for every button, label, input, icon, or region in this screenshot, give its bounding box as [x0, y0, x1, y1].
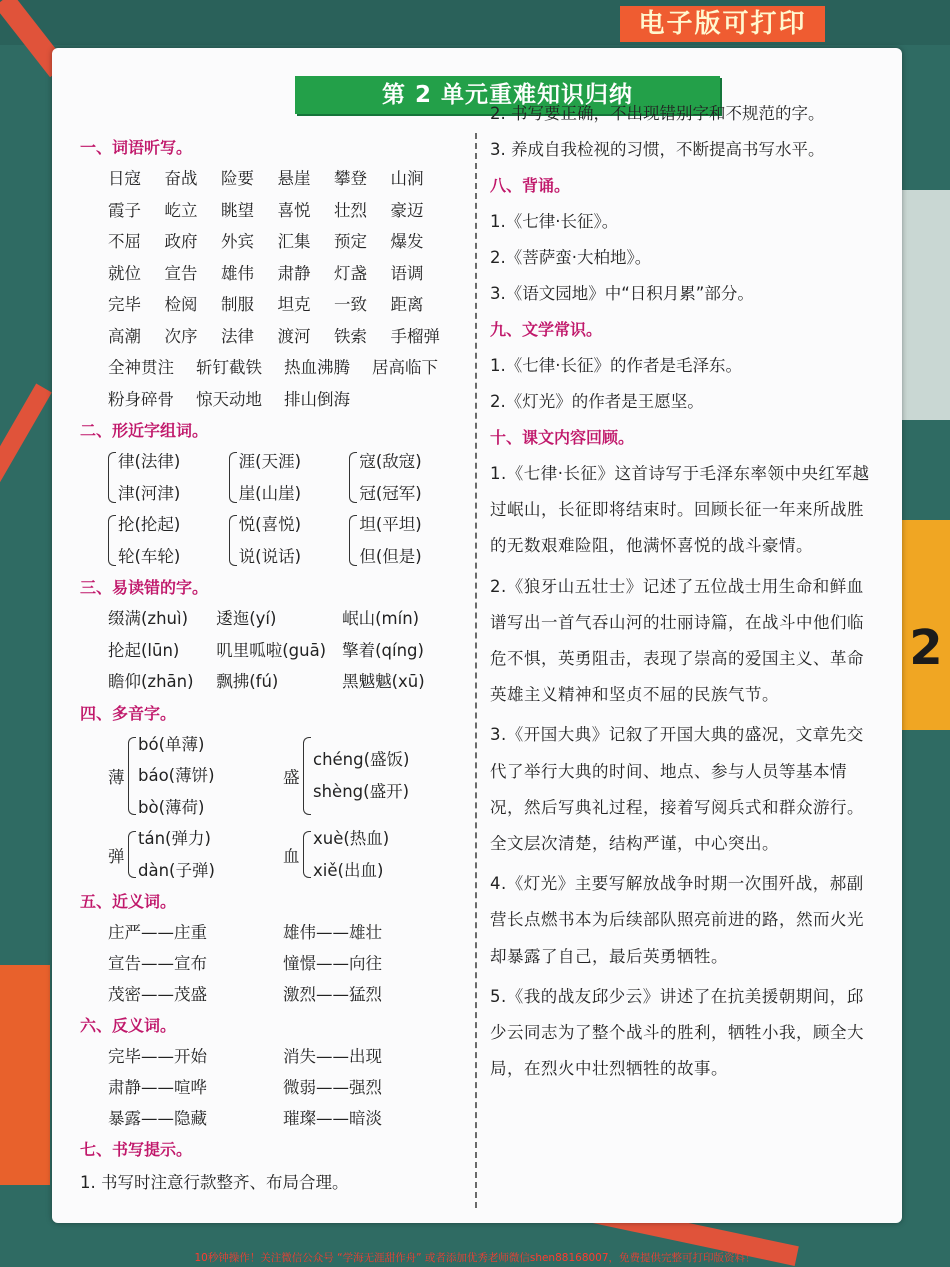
idiom: 全神贯注	[108, 358, 174, 377]
reading: bò(薄荷)	[138, 797, 205, 817]
char-group-lines	[359, 509, 421, 572]
idiom: 居高临下	[372, 358, 438, 377]
pronunciation-item: 抡起(lūn)	[108, 640, 180, 660]
word: 雄伟	[221, 263, 254, 283]
idiom-list	[80, 352, 470, 415]
word: 距离	[390, 295, 424, 314]
polyphone-item	[108, 729, 283, 824]
review-paragraph: 1.《七律·长征》这首诗写于毛泽东率领中央红军越过岷山，长征即将结束时。回顾长征一年来所战胜的无数艰难险阻，他满怀喜悦的战斗豪情。	[490, 464, 870, 556]
synonym-list	[80, 917, 470, 1010]
char-group-lines	[239, 446, 301, 509]
polyphone-item	[283, 823, 458, 886]
review-paragraph: 5.《我的战友邱少云》讲述了在抗美援朝期间，邱少云同志为了整个战斗的胜利，牺牲小我，顾全大局，在烈火中壮烈牺牲的故事。	[490, 986, 864, 1079]
section-title: 八、背诵。	[490, 176, 571, 195]
word-pair: 完毕——开始	[108, 1047, 207, 1066]
review-paragraph: 4.《灯光》主要写解放战争时期一次围歼战，郝副营长点燃书本为后续部队照亮前进的路，然而火光却暴露了自己，最后英勇牺牲。	[490, 874, 864, 966]
pronunciation-item: 飘拂(fú)	[216, 672, 279, 691]
word-pair: 璀璨——暗淡	[283, 1109, 382, 1128]
char-word: 轮(车轮)	[118, 546, 181, 566]
char-word: 悦(喜悦)	[238, 515, 302, 535]
left-column	[80, 132, 470, 1201]
pronunciation-row	[80, 603, 470, 635]
word-pair: 暴露——隐藏	[108, 1109, 207, 1128]
word: 不屈	[108, 232, 141, 251]
word: 日寇	[108, 169, 141, 188]
word-row	[80, 195, 470, 227]
section-title: 六、反义词。	[80, 1016, 177, 1035]
polyphone-char: 薄	[108, 767, 125, 787]
recite-item: 2.《菩萨蛮·大柏地》。	[490, 248, 652, 267]
polyphone-readings	[313, 823, 389, 886]
document-page	[52, 48, 902, 1223]
right-column	[490, 96, 880, 1087]
section-title: 三、易读错的字。	[80, 578, 209, 597]
word: 高潮	[108, 326, 141, 346]
brace	[303, 831, 311, 878]
pronunciation-item: 缀满(zhuì)	[108, 609, 189, 628]
idiom: 惊天动地	[196, 389, 262, 409]
word: 肃静	[277, 263, 311, 283]
char-word: 寇(敌寇)	[359, 452, 422, 472]
polyphone-readings	[138, 823, 215, 886]
brace	[108, 452, 116, 503]
reading: shèng(盛开)	[313, 781, 410, 801]
pronunciation-item: 瞻仰(zhān)	[108, 672, 194, 691]
word: 铁索	[334, 326, 367, 346]
char-word: 冠(冠军)	[359, 483, 422, 503]
reading: dàn(子弹)	[138, 860, 215, 880]
writing-tip: 1. 书写时注意行款整齐、布局合理。	[80, 1173, 349, 1192]
word-pair: 憧憬——向往	[283, 954, 382, 973]
word: 山涧	[390, 169, 424, 188]
char-group	[108, 509, 229, 572]
word: 豪迈	[390, 200, 424, 220]
idiom: 斩钉截铁	[196, 358, 262, 377]
decorative-stripe	[0, 384, 52, 497]
footer-notice: 10秒钟操作！关注微信公众号 “学海无涯甜作舟” 或者添加优秀老师微信shen88168007，免费提供完整可打印版资料！	[194, 1252, 756, 1264]
char-word: 津(河津)	[118, 483, 181, 503]
idiom: 热血沸腾	[284, 358, 350, 377]
word: 手榴弹	[390, 326, 440, 346]
char-word: 说(说话)	[238, 546, 302, 566]
word: 宣告	[164, 263, 198, 283]
recite-item: 3.《语文园地》中“日积月累”部分。	[490, 284, 754, 303]
writing-tip: 3. 养成自我检视的习惯，不断提高书写水平。	[490, 140, 825, 159]
word: 眺望	[221, 200, 254, 220]
pronunciation-item: 黑魆魆(xū)	[342, 672, 425, 691]
word: 就位	[108, 263, 141, 283]
word: 制服	[221, 295, 254, 314]
word: 屹立	[164, 200, 198, 220]
decorative-block	[0, 965, 50, 1185]
char-group	[349, 509, 470, 572]
brace	[349, 452, 357, 503]
pronunciation-item: 岷山(mín)	[342, 609, 420, 628]
word: 喜悦	[277, 200, 311, 220]
idiom: 排山倒海	[284, 389, 350, 409]
char-group-lines	[118, 446, 180, 509]
word-pair: 雄伟——雄壮	[283, 923, 382, 942]
printable-badge: 电子版可打印	[620, 6, 825, 42]
polyphone-readings	[313, 744, 410, 807]
unit-number: 2	[909, 620, 943, 676]
brace	[229, 515, 237, 566]
brace	[229, 452, 237, 503]
polyphone-char: 血	[283, 846, 300, 866]
char-group-lines	[118, 509, 180, 572]
section-title: 四、多音字。	[80, 703, 177, 723]
word-pair: 消失——出现	[283, 1047, 382, 1066]
word: 汇集	[277, 232, 311, 251]
char-group-row	[80, 509, 470, 572]
idiom-row	[80, 384, 470, 416]
word: 法律	[221, 326, 254, 346]
polyphone-item	[108, 823, 283, 886]
word-row	[80, 321, 470, 353]
word: 爆发	[390, 232, 424, 251]
char-word: 抡(抡起)	[118, 515, 181, 535]
idiom-row	[80, 352, 470, 384]
word-pair-row	[80, 979, 470, 1010]
char-group	[108, 446, 229, 509]
char-group	[229, 446, 350, 509]
pronunciation-list	[80, 603, 470, 698]
word: 完毕	[108, 295, 141, 314]
brace	[108, 515, 116, 566]
word: 悬崖	[277, 169, 311, 188]
word-pair: 微弱——强烈	[283, 1078, 382, 1097]
char-word: 坦(平坦)	[359, 515, 422, 535]
word: 灯盏	[334, 263, 367, 283]
recite-item: 1.《七律·长征》。	[490, 212, 619, 231]
reading: xuè(热血)	[313, 829, 390, 848]
word-pair-row	[80, 1072, 470, 1103]
word: 奋战	[164, 169, 198, 188]
word-pair-row	[80, 1041, 470, 1072]
word-pair: 激烈——猛烈	[283, 985, 382, 1004]
reading: chéng(盛饭)	[313, 750, 410, 770]
brace	[128, 831, 136, 878]
section-title: 二、形近字组词。	[80, 421, 209, 440]
literature-item: 1.《七律·长征》的作者是毛泽东。	[490, 356, 742, 375]
polyphone-row	[80, 729, 470, 824]
polyphone-item	[283, 729, 458, 824]
word: 一致	[334, 295, 367, 314]
word: 语调	[390, 263, 424, 283]
pronunciation-item: 叽里呱啦(guā)	[216, 640, 327, 660]
word-row	[80, 258, 470, 290]
brace	[128, 737, 136, 816]
word-row	[80, 163, 470, 195]
char-word: 涯(天涯)	[238, 452, 302, 472]
word-row	[80, 226, 470, 258]
word: 预定	[334, 232, 367, 251]
section-title: 七、书写提示。	[80, 1140, 193, 1159]
reading: bó(单薄)	[138, 734, 205, 754]
word: 险要	[221, 169, 254, 188]
section-title: 十、课文内容回顾。	[490, 428, 635, 447]
section-title: 九、文学常识。	[490, 320, 603, 339]
word: 外宾	[221, 232, 254, 251]
char-word: 崖(山崖)	[238, 483, 302, 503]
pronunciation-row	[80, 666, 470, 698]
polyphone-char: 弹	[108, 846, 125, 866]
word-pair-row	[80, 948, 470, 979]
word: 渡河	[277, 326, 311, 346]
pronunciation-row	[80, 635, 470, 667]
word-list	[80, 163, 470, 352]
char-word: 律(法律)	[118, 452, 181, 472]
char-group-row	[80, 446, 470, 509]
literature-item: 2.《灯光》的作者是王愿坚。	[490, 392, 704, 411]
word: 壮烈	[334, 200, 367, 220]
word-pair-row	[80, 1103, 470, 1134]
page-title: 第 2 单元重难知识归纳	[295, 76, 720, 114]
word: 次序	[164, 326, 198, 346]
word-pair: 宣告——宣布	[108, 954, 207, 973]
writing-tip: 2. 书写要正确，不出现错别字和不规范的字。	[490, 104, 825, 123]
pronunciation-item: 逶迤(yí)	[216, 609, 277, 628]
char-group-lines	[239, 509, 301, 572]
polyphone-list	[80, 729, 470, 887]
word-pair: 肃静——喧哗	[108, 1078, 207, 1097]
word: 霞子	[108, 200, 141, 220]
word-pair-row	[80, 917, 470, 948]
brace	[349, 515, 357, 566]
char-group-lines	[359, 446, 421, 509]
word: 政府	[164, 232, 198, 251]
word-pair: 茂密——茂盛	[108, 985, 207, 1004]
column-divider	[475, 133, 477, 1208]
reading: xiě(出血)	[313, 860, 384, 880]
word-row	[80, 289, 470, 321]
word: 检阅	[164, 295, 198, 314]
char-group	[349, 446, 470, 509]
polyphone-char: 盛	[283, 767, 300, 787]
char-group	[229, 509, 350, 572]
pronunciation-item: 擎着(qíng)	[342, 640, 424, 660]
word: 攀登	[334, 169, 367, 188]
reading: báo(薄饼)	[138, 766, 215, 785]
reading: tán(弹力)	[138, 829, 211, 848]
section-title: 一、词语听写。	[80, 138, 193, 157]
polyphone-readings	[138, 729, 215, 824]
review-paragraph: 2.《狼牙山五壮士》记述了五位战士用生命和鲜血谱写出一首气吞山河的壮丽诗篇，在战斗中他们临危不惧，英勇阻击，表现了崇高的爱国主义、革命英雄主义精神和坚贞不屈的民族气节。	[490, 576, 864, 705]
word: 坦克	[277, 295, 311, 314]
similar-char-list	[80, 446, 470, 572]
antonym-list	[80, 1041, 470, 1134]
idiom: 粉身碎骨	[108, 389, 174, 409]
char-word: 但(但是)	[359, 546, 422, 566]
word-pair: 庄严——庄重	[108, 923, 207, 942]
review-paragraph: 3.《开国大典》记叙了开国大典的盛况，文章先交代了举行大典的时间、地点、参与人员等基本情况，然后写典礼过程，接着写阅兵式和群众游行。全文层次清楚，结构严谨，中心突出。	[490, 725, 864, 854]
brace	[303, 737, 311, 816]
section-title: 五、近义词。	[80, 892, 177, 911]
polyphone-row	[80, 823, 470, 886]
